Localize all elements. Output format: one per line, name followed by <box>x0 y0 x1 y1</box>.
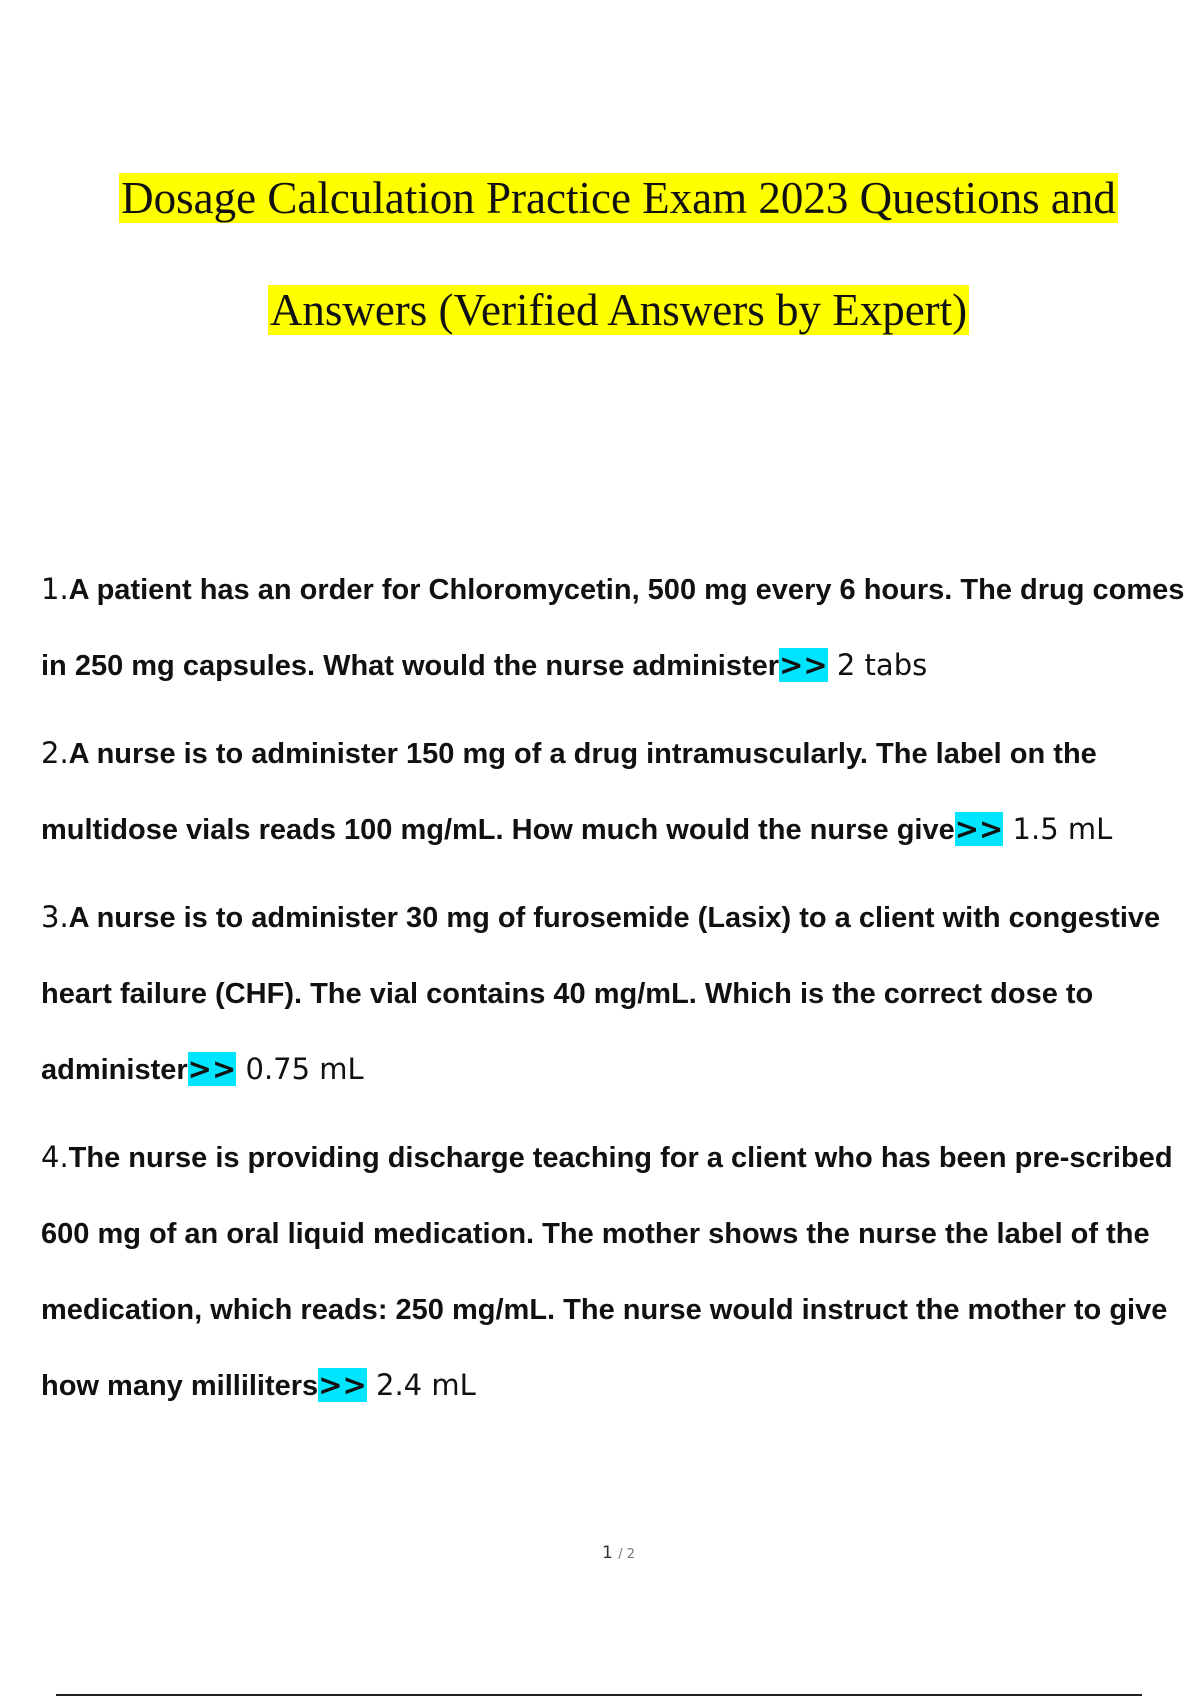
answer-text: 0.75 mL <box>236 1052 364 1086</box>
question-text: A nurse is to administer 30 mg of furosemide (Lasix) to a client with congestive heart failure (CHF). The vial contains 40 mg/mL. Which is the correct dose to administer <box>41 902 1161 1086</box>
question-text: The nurse is providing discharge teaching for a client who has been pre-scribed 600 mg of an oral liquid medication. The mother shows the nurse the label of the medication, which reads: 250 mg/mL. The nurse would instruct the mother to give how many milliliters <box>41 1142 1173 1402</box>
question-1 <box>41 552 1191 704</box>
page-current: 1 <box>601 1543 613 1563</box>
title-line-1 <box>0 168 1200 228</box>
answer-marker: >> <box>318 1368 367 1402</box>
question-text: A patient has an order for Chloromycetin, 500 mg every 6 hours. The drug comes in 250 mg capsules. What would the nurse administer <box>41 574 1185 682</box>
title-line-2 <box>0 280 1200 340</box>
question-number: 2. <box>41 736 69 770</box>
page-total: / 2 <box>618 1547 636 1562</box>
document-title <box>0 168 1200 392</box>
answer-text: 2 tabs <box>827 648 928 682</box>
question-number: 4. <box>41 1140 69 1174</box>
answer-marker: >> <box>779 648 828 682</box>
question-3 <box>41 880 1191 1108</box>
title-line-1-text: Dosage Calculation Practice Exam 2023 Questions and <box>121 173 1116 223</box>
question-number: 3. <box>41 900 69 934</box>
answer-text: 2.4 mL <box>366 1368 476 1402</box>
page-bottom-divider <box>56 1694 1142 1696</box>
question-text: A nurse is to administer 150 mg of a drug intramuscularly. The label on the multidose vials reads 100 mg/mL. How much would the nurse give <box>41 738 1097 846</box>
title-line-2-text: Answers (Verified Answers by Expert) <box>269 285 968 335</box>
question-2 <box>41 716 1191 868</box>
answer-text: 1.5 mL <box>1003 812 1113 846</box>
page-indicator <box>0 1543 1200 1563</box>
question-number: 1. <box>41 572 69 606</box>
question-list <box>41 552 1191 1436</box>
answer-marker: >> <box>954 812 1004 846</box>
answer-marker: >> <box>187 1052 237 1086</box>
question-4 <box>41 1120 1191 1424</box>
